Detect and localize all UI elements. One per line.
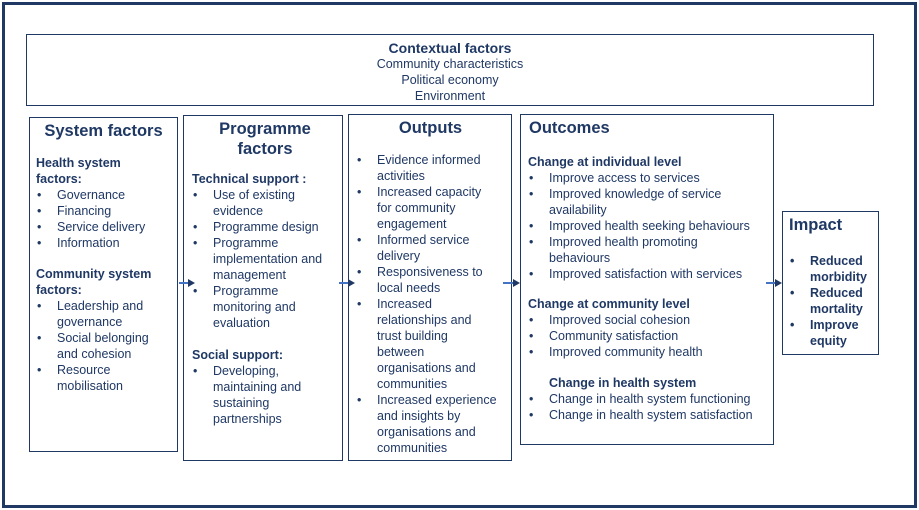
outcomes-box: [520, 114, 774, 445]
list-item: • Leadership and governance: [36, 298, 152, 330]
list-item: • Increased experience and insights by organisations and communities: [356, 392, 505, 456]
outputs-title: Outputs: [398, 119, 463, 137]
list-item: • Resource mobilisation: [36, 362, 137, 394]
outcomes-title: Outcomes: [529, 119, 610, 137]
community-level-title: Change at community level: [528, 297, 690, 311]
list-item: • Improved community health: [528, 344, 767, 360]
individual-level-title: Change at individual level: [528, 155, 682, 169]
outputs-list: [356, 152, 505, 456]
list-item: • Improve access to services: [528, 170, 767, 186]
health-system-change-title: Change in health system: [549, 376, 697, 390]
list-item: • Developing, maintaining and sustaining partnerships: [192, 363, 308, 427]
list-item: • Increased capacity for community engagement: [356, 184, 492, 232]
impact-title: Impact: [789, 216, 843, 234]
programme-factors-title: Programme factors: [219, 120, 311, 158]
arrow-right-icon: [766, 279, 782, 287]
list-item: • Reduced mortality: [789, 285, 872, 317]
list-item: • Improved social cohesion: [528, 312, 767, 328]
technical-support-list: [192, 187, 334, 331]
list-item: • Financing: [36, 203, 171, 219]
system-factors-title: System factors: [44, 122, 163, 140]
list-item: • Service delivery: [36, 219, 171, 235]
context-line: Political economy: [401, 73, 499, 87]
list-item: • Responsiveness to local needs: [356, 264, 495, 296]
arrow-right-icon: [179, 279, 195, 287]
contextual-factors-box: [26, 34, 874, 106]
list-item: • Programme monitoring and evaluation: [192, 283, 303, 331]
impact-list: [789, 253, 872, 349]
social-support-list: [192, 363, 334, 427]
community-system-factors-title: Community system factors:: [36, 267, 152, 297]
health-system-list: [36, 187, 171, 251]
list-item: • Informed service delivery: [356, 232, 492, 264]
list-item: • Community satisfaction: [528, 328, 767, 344]
list-item: • Improved knowledge of service availability: [528, 186, 739, 218]
social-support-title: Social support:: [192, 348, 283, 362]
community-level-list: [528, 312, 767, 360]
list-item: • Change in health system functioning: [528, 391, 767, 407]
community-system-list: [36, 298, 171, 394]
list-item: • Social belonging and cohesion: [36, 330, 162, 362]
context-line: Community characteristics: [376, 57, 524, 71]
health-system-factors-title: Health system factors:: [36, 156, 121, 186]
list-item: • Increased relationships and trust building between organisations and communities: [356, 296, 482, 392]
list-item: • Reduced morbidity: [789, 253, 872, 285]
list-item: • Use of existing evidence: [192, 187, 303, 219]
context-line: Environment: [414, 89, 486, 103]
list-item: • Evidence informed activities: [356, 152, 492, 184]
list-item: • Improved health promoting behaviours: [528, 234, 719, 266]
health-system-change-list: [528, 391, 767, 423]
list-item: • Improved satisfaction with services: [528, 266, 767, 282]
individual-level-list: [528, 170, 767, 282]
arrow-right-icon: [503, 279, 520, 287]
list-item: • Programme design: [192, 219, 334, 235]
list-item: • Programme implementation and management: [192, 235, 334, 283]
list-item: • Information: [36, 235, 171, 251]
list-item: • Change in health system satisfaction: [528, 407, 767, 423]
system-factors-box: [29, 117, 178, 452]
list-item: • Improve equity: [789, 317, 872, 349]
impact-box: [782, 211, 879, 355]
outputs-box: [348, 114, 512, 461]
technical-support-title: Technical support :: [192, 172, 307, 186]
arrow-right-icon: [339, 279, 355, 287]
contextual-factors-title: Contextual factors: [388, 40, 512, 56]
list-item: • Governance: [36, 187, 171, 203]
list-item: • Improved health seeking behaviours: [528, 218, 767, 234]
programme-factors-box: [183, 115, 343, 461]
